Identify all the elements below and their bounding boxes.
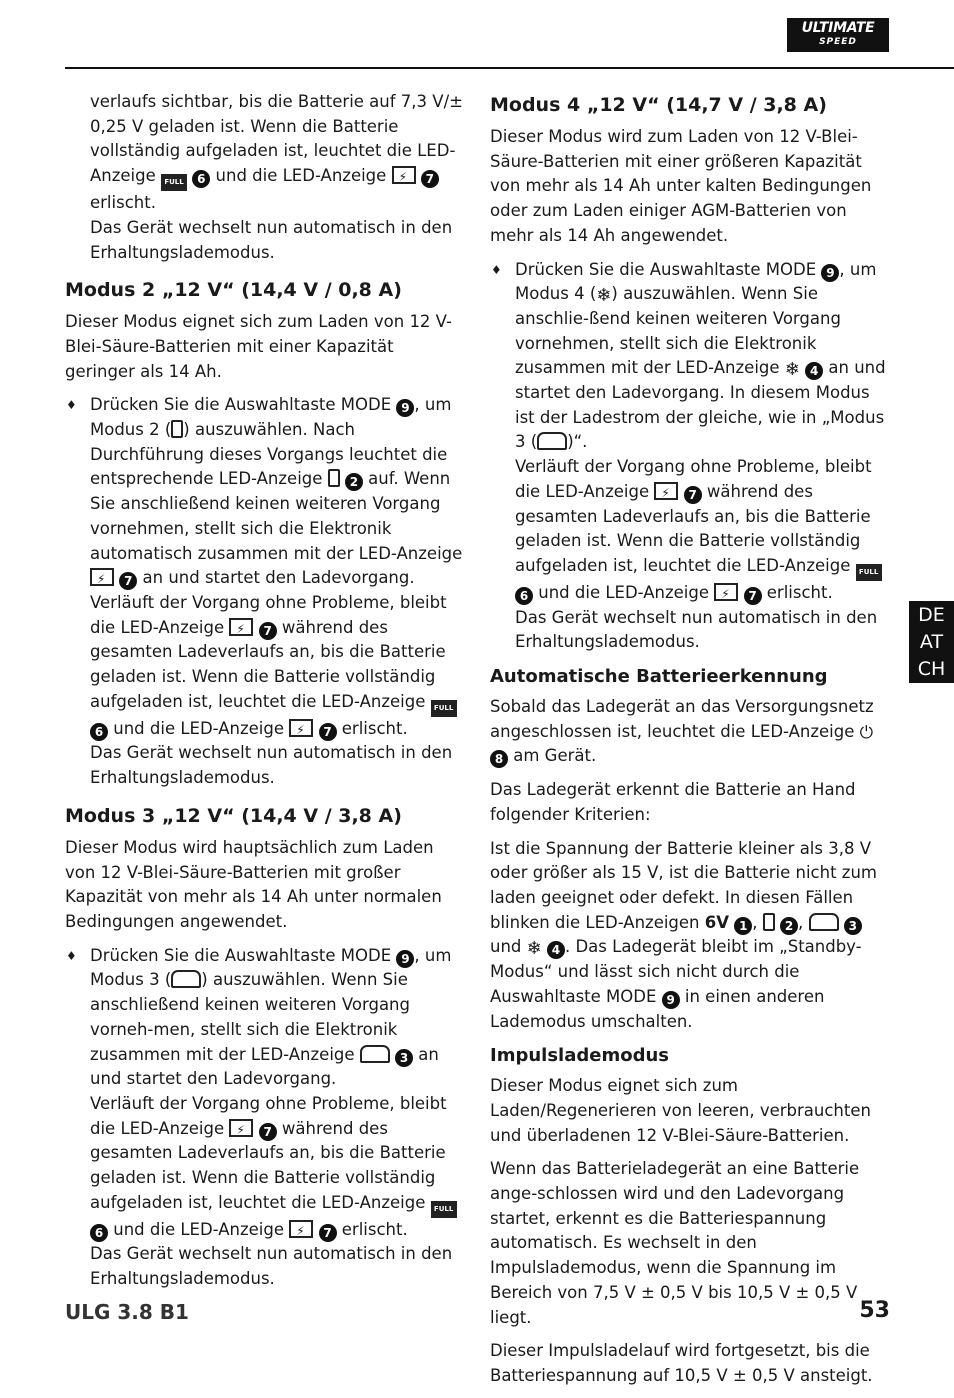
continued-paragraph: verlaufs sichtbar, bis die Batterie auf 7,3 V/± 0,25 V geladen ist. Wenn die Batterie vollständig aufgeladen ist, leuchtet die LED-Anzeige FULL 6 und die LED-Anzeige ⚡ 7 erlischt.: [65, 90, 465, 216]
charging-icon: [392, 166, 416, 184]
paragraph: Das Gerät wechselt nun automatisch in den Erhaltungslademodus.: [90, 217, 453, 262]
ref-6: 6: [90, 723, 108, 741]
section-heading-modus-3: Modus 3 „12 V“ (14,4 V / 3,8 A): [65, 804, 402, 827]
car-icon: [809, 913, 839, 931]
ref-8: 8: [490, 750, 508, 768]
small-battery-icon: [328, 469, 340, 487]
snowflake-icon: ❄: [596, 285, 612, 307]
ref-7: 7: [319, 723, 337, 741]
paragraph: Ist die Spannung der Batterie kleiner als 3,8 V oder größer als 15 V, ist die Batterie nicht zum laden geeignet oder defekt. In diesen Fällen blinken die LED-Anzeigen 6V 1 , 2 , 3 und ❄ 4 . Das Ladegerät bleibt im „Standby-Modus“ und lässt sich nicht durch die Auswahltaste MODE 9 in einen anderen Lademodus umschalten.: [490, 838, 877, 1031]
ref-7: 7: [744, 587, 762, 605]
car-icon: [171, 970, 201, 988]
charging-icon: [289, 1220, 313, 1238]
ref-9: 9: [396, 399, 414, 417]
snowflake-icon: ❄: [784, 359, 800, 381]
paragraph: Dieser Modus eignet sich zum Laden/Regenerieren von leeren, verbrauchten und überladenen 12 V-Blei-Säure-Batterien.: [490, 1076, 871, 1145]
car-icon: [537, 432, 567, 450]
footer-model: ULG 3.8 B1: [65, 1300, 189, 1324]
left-column: [65, 90, 465, 1302]
ref-6: 6: [192, 170, 210, 188]
paragraph: Dieser Modus wird hauptsächlich zum Laden von 12 V-Blei-Säure-Batterien mit großer Kapazität von mehr als 14 Ah unter normalen Bedingungen angewendet.: [65, 837, 442, 931]
header-rule: [65, 67, 954, 69]
ref-7: 7: [259, 622, 277, 640]
small-battery-icon: [171, 420, 183, 438]
ref-7: 7: [421, 170, 439, 188]
charging-icon: [714, 583, 738, 601]
ref-6: 6: [90, 1224, 108, 1242]
charging-icon: [654, 482, 678, 500]
ref-4: 4: [547, 941, 565, 959]
charging-icon: [229, 618, 253, 636]
full-icon: FULL: [431, 700, 457, 717]
full-icon: FULL: [431, 1201, 457, 1218]
section-heading-auto-detection: Automatische Batterieerkennung: [490, 666, 828, 688]
paragraph: Dieser Impulsladelauf wird fortgesetzt, bis die Batteriespannung auf 10,5 V ± 0,5 V ansteigt.: [490, 1341, 873, 1385]
list-item: ♦ Drücken Sie die Auswahltaste MODE 9 , um Modus 4 (❄) auszuwählen. Wenn Sie anschlie-ßend keinen weiteren Vorgang vornehmen, stellt sich die Elektronik zusammen mit der LED-Anzeige ❄ 4 an und startet den Ladevorgang. In diesem Modus ist der Ladestrom der gleiche, wie in „Modus 3 ( )“. Verläuft der Vorgang ohne Probleme, bleibt die LED-Anzeige ⚡ 7 während des gesamten Ladeverlaufs an, bis die Batterie geladen ist. Wenn die Batterie vollständig aufgeladen ist, leuchtet die LED-Anzeige FULL 6 und die LED-Anzeige ⚡ 7 erlischt. Das Gerät wechselt nun automatisch in den Erhaltungslademodus.: [490, 258, 890, 656]
paragraph: Dieser Modus eignet sich zum Laden von 12 V-Blei-Säure-Batterien mit einer Kapazität geringer als 14 Ah.: [65, 312, 452, 381]
paragraph: Das Ladegerät erkennt die Batterie an Hand folgender Kriterien:: [490, 780, 856, 824]
snowflake-icon: ❄: [526, 938, 542, 960]
ref-9: 9: [396, 950, 414, 968]
bullet-icon: ♦: [66, 948, 77, 963]
power-icon: ⏻: [859, 722, 874, 743]
paragraph: Dieser Modus wird zum Laden von 12 V-Blei-Säure-Batterien mit einer größeren Kapazität von mehr als 14 Ah unter kalten Bedingungen oder zum Laden einiger AGM-Batterien von mehr als 14 Ah angewendet.: [490, 127, 872, 245]
ref-4: 4: [805, 362, 823, 380]
ref-7: 7: [259, 1123, 277, 1141]
ref-2: 2: [345, 473, 363, 491]
paragraph: Wenn das Batterieladegerät an eine Batterie ange-schlossen wird und den Ladevorgang startet, erkennt es die Batteriespannung automatisch. Es wechselt in den Impulslademodus, wenn die Spannung im Bereich von 7,5 V ± 0,5 V bis 10,5 V ± 0,5 V liegt.: [490, 1159, 860, 1327]
list-item: ♦ Drücken Sie die Auswahltaste MODE 9 , um Modus 3 ( ) auszuwählen. Wenn Sie anschließend keinen weiteren Vorgang vorneh-men, stellt sich die Elektronik zusammen mit der LED-Anzeige 3 an und startet den Ladevorgang. Verläuft der Vorgang ohne Probleme, bleibt die LED-Anzeige ⚡ 7 während des gesamten Ladeverlaufs an, bis die Batterie geladen ist. Wenn die Batterie vollständig aufgeladen ist, leuchtet die LED-Anzeige FULL 6 und die LED-Anzeige ⚡ 7 erlischt. Das Gerät wechselt nun automatisch in den Erhaltungslademodus.: [65, 944, 465, 1292]
ref-6: 6: [515, 587, 533, 605]
full-icon: FULL: [161, 174, 187, 191]
ref-3: 3: [395, 1049, 413, 1067]
language-tab: DE AT CH: [909, 601, 954, 683]
ref-7: 7: [319, 1224, 337, 1242]
paragraph: Sobald das Ladegerät an das Versorgungsnetz angeschlossen ist, leuchtet die LED-Anzeige ⏻ 8 am Gerät.: [490, 697, 874, 767]
ref-7: 7: [119, 572, 137, 590]
ref-3: 3: [844, 917, 862, 935]
small-battery-icon: [763, 913, 775, 931]
charging-icon: [90, 568, 114, 586]
charging-icon: [229, 1119, 253, 1137]
right-column: [490, 90, 890, 1398]
section-heading-impulse: Impulslademodus: [490, 1045, 669, 1067]
ref-9: 9: [662, 991, 680, 1009]
ref-1: 1: [734, 917, 752, 935]
car-icon: [360, 1045, 390, 1063]
list-item: ♦ Drücken Sie die Auswahltaste MODE 9 , um Modus 2 ( ) auszuwählen. Nach Durchführung dieses Vorgangs leuchtet die entsprechende LED-Anzeige 2 auf. Wenn Sie anschließend keinen weiteren Vorgang vornehmen, stellt sich die Elektronik automatisch zusammen mit der LED-Anzeige ⚡ 7 an und startet den Ladevorgang. Verläuft der Vorgang ohne Probleme, bleibt die LED-Anzeige ⚡ 7 während des gesamten Ladeverlaufs an, bis die Batterie geladen ist. Wenn die Batterie vollständig aufgeladen ist, leuchtet die LED-Anzeige FULL 6 und die LED-Anzeige ⚡ 7 erlischt. Das Gerät wechselt nun automatisch in den Erhaltungslademodus.: [65, 393, 465, 791]
charging-icon: [289, 719, 313, 737]
section-heading-modus-2: Modus 2 „12 V“ (14,4 V / 0,8 A): [65, 279, 402, 302]
brand-logo: ULTIMATE SPEED: [787, 18, 889, 52]
ref-2: 2: [780, 917, 798, 935]
bullet-icon: ♦: [491, 262, 502, 277]
full-icon: FULL: [856, 564, 882, 581]
ref-9: 9: [821, 264, 839, 282]
bullet-icon: ♦: [66, 398, 77, 413]
ref-7: 7: [684, 486, 702, 504]
page-number: 53: [859, 1298, 890, 1323]
section-heading-modus-4: Modus 4 „12 V“ (14,7 V / 3,8 A): [490, 94, 827, 116]
